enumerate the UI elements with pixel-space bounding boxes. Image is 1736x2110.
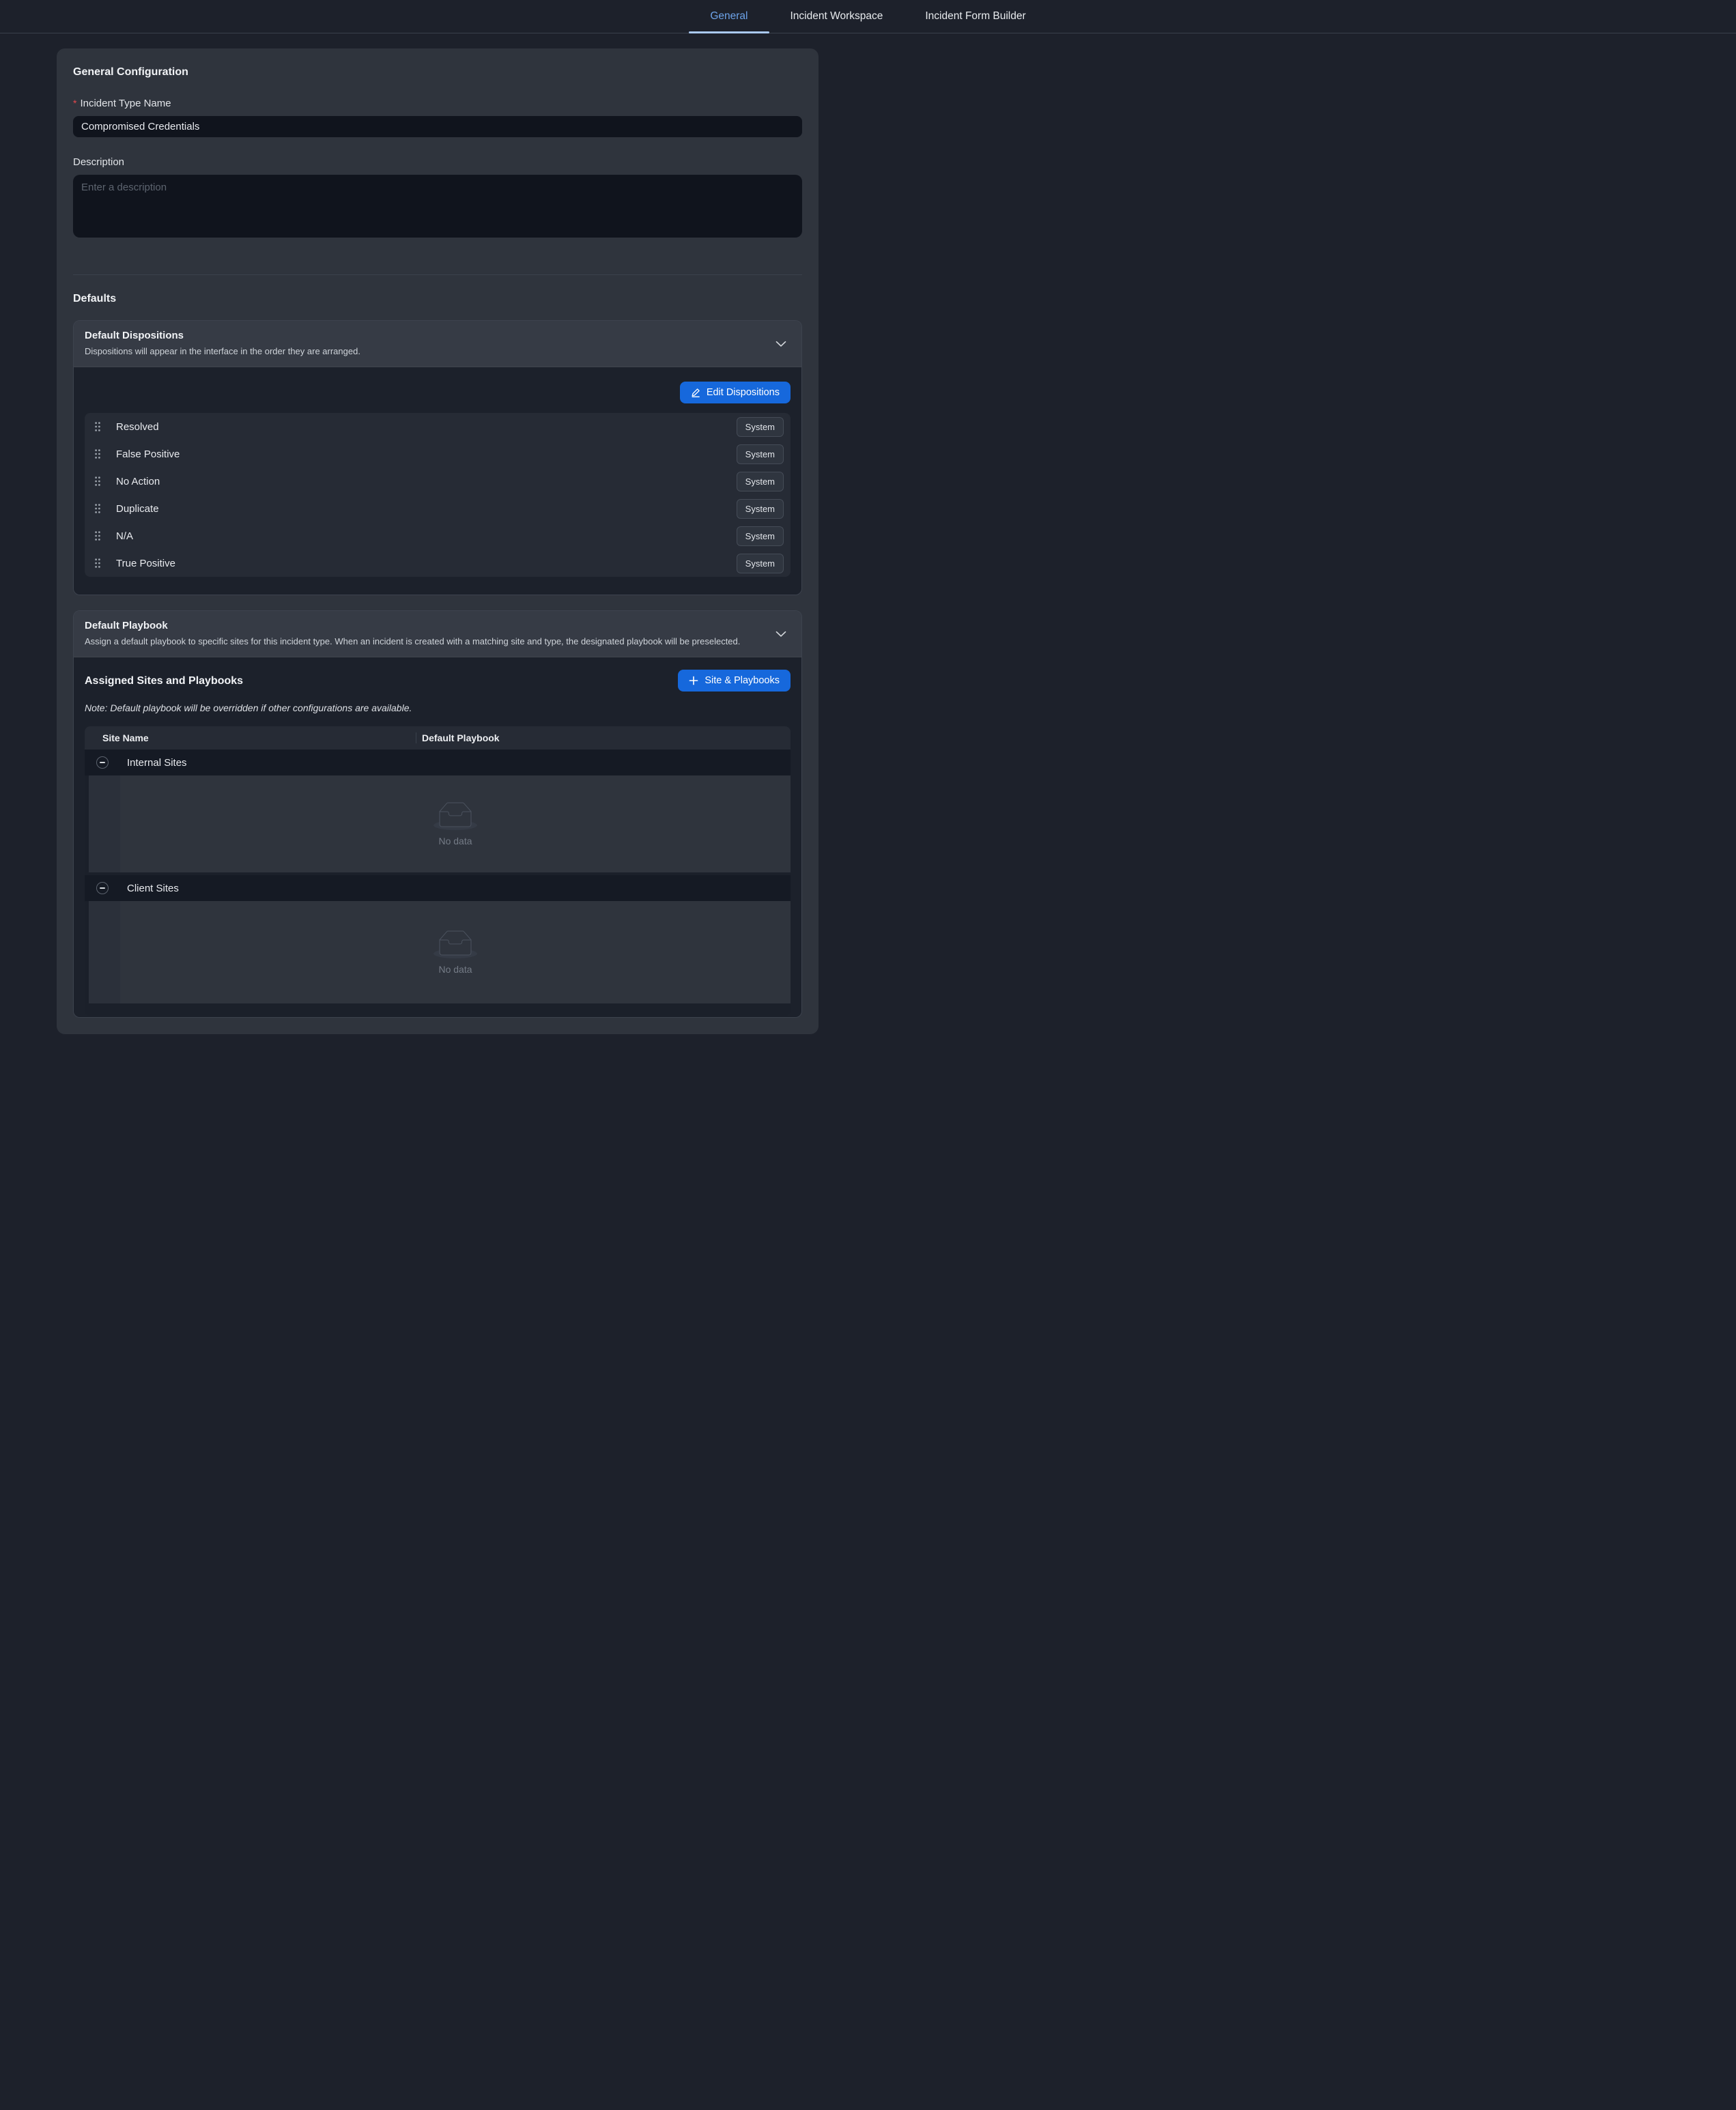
empty-state-text: No data [438, 963, 472, 975]
system-badge: System [737, 444, 784, 464]
disposition-name: N/A [116, 530, 134, 542]
defaults-section-title: Defaults [73, 293, 117, 304]
disposition-name: True Positive [116, 557, 175, 569]
default-dispositions-subtitle: Dispositions will appear in the interface in the order they are arranged. [85, 346, 360, 356]
group-label: Client Sites [127, 882, 179, 894]
disposition-row-duplicate[interactable] [85, 495, 791, 522]
top-tab-bar [0, 0, 1736, 33]
edit-dispositions-button-label: Edit Dispositions [706, 387, 780, 398]
edit-pencil-icon [691, 388, 700, 397]
page-title: General Configuration [73, 66, 188, 78]
column-header-site-name: Site Name [102, 732, 149, 743]
system-badge: System [737, 417, 784, 437]
system-badge: System [737, 499, 784, 519]
minus-circle-icon[interactable] [96, 756, 109, 769]
tab-incident-workspace[interactable] [769, 0, 905, 33]
chevron-down-icon[interactable] [775, 341, 786, 347]
client-sites-empty-area [89, 901, 791, 1003]
plus-icon [689, 676, 698, 685]
empty-inbox-icon [433, 802, 477, 830]
chevron-down-icon[interactable] [775, 631, 786, 637]
internal-sites-empty-area [89, 775, 791, 872]
default-dispositions-panel [73, 320, 802, 595]
default-playbook-title: Default Playbook [85, 620, 168, 631]
empty-state [120, 901, 791, 1003]
required-asterisk: * [73, 98, 77, 109]
disposition-row-no-action[interactable] [85, 468, 791, 495]
section-divider [73, 274, 802, 275]
drag-handle-icon[interactable] [94, 476, 101, 487]
tab-general-label: General [710, 10, 748, 22]
tab-general[interactable] [689, 0, 769, 33]
assigned-sites-title: Assigned Sites and Playbooks [85, 675, 244, 687]
drag-handle-icon[interactable] [94, 530, 101, 541]
disposition-row-na[interactable] [85, 522, 791, 550]
default-playbook-subtitle: Assign a default playbook to specific sites for this incident type. When an incident is created with a matching site and type, the designated playbook will be preselected. [85, 636, 741, 646]
system-badge: System [737, 554, 784, 573]
active-tab-ink-bar [689, 31, 769, 33]
table-header-row [85, 726, 791, 750]
disposition-name: No Action [116, 475, 160, 487]
minus-circle-icon[interactable] [96, 882, 109, 894]
add-site-playbooks-button-label: Site & Playbooks [705, 675, 780, 686]
drag-handle-icon[interactable] [94, 421, 101, 432]
tab-incident-form-builder[interactable] [904, 0, 1047, 33]
incident-type-name-input[interactable] [73, 116, 802, 137]
system-badge: System [737, 526, 784, 546]
default-dispositions-header[interactable] [74, 321, 801, 367]
default-dispositions-body [74, 367, 801, 595]
tab-incident-form-builder-label: Incident Form Builder [925, 10, 1026, 22]
add-site-playbooks-button[interactable] [678, 670, 791, 692]
default-playbook-header[interactable] [74, 611, 801, 657]
empty-state-text: No data [438, 835, 472, 846]
drag-handle-icon[interactable] [94, 503, 101, 514]
system-badge: System [737, 472, 784, 491]
playbook-note: Note: Default playbook will be overridden if other configurations are available. [85, 702, 412, 713]
disposition-name: Duplicate [116, 502, 159, 515]
incident-type-name-label: * Incident Type Name [73, 98, 171, 109]
empty-state [120, 775, 791, 872]
group-row-client-sites [85, 875, 791, 901]
column-header-default-playbook: Default Playbook [422, 732, 500, 743]
tab-incident-workspace-label: Incident Workspace [790, 10, 883, 22]
disposition-row-resolved[interactable] [85, 413, 791, 440]
group-label: Internal Sites [127, 756, 187, 769]
default-playbook-panel [73, 610, 802, 1018]
drag-handle-icon[interactable] [94, 448, 101, 459]
description-label: Description [73, 156, 125, 168]
empty-inbox-icon [433, 930, 477, 958]
drag-handle-icon[interactable] [94, 558, 101, 569]
default-playbook-body [74, 657, 801, 1017]
dispositions-list [85, 413, 791, 577]
disposition-row-true-positive[interactable] [85, 550, 791, 577]
sites-playbooks-table [85, 726, 791, 1016]
disposition-name: Resolved [116, 420, 159, 433]
disposition-name: False Positive [116, 448, 180, 460]
general-configuration-card [57, 48, 819, 1034]
edit-dispositions-button[interactable] [680, 382, 791, 403]
default-dispositions-title: Default Dispositions [85, 330, 184, 341]
description-textarea[interactable] [73, 175, 802, 238]
group-row-internal-sites [85, 750, 791, 775]
disposition-row-false-positive[interactable] [85, 440, 791, 468]
